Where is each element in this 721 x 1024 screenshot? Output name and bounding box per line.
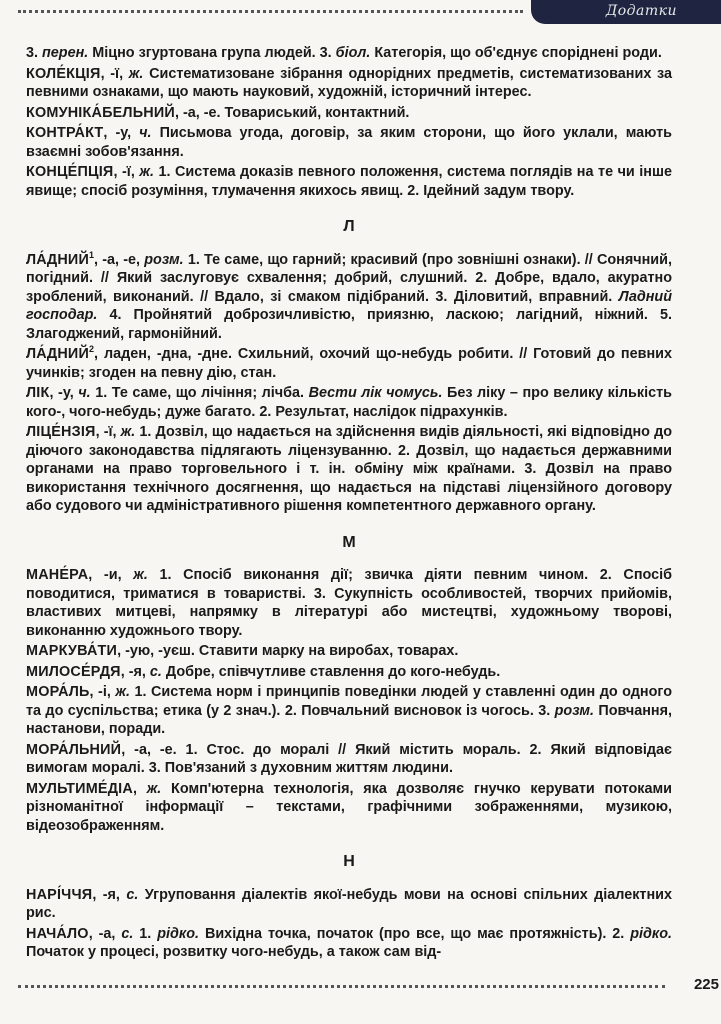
headword: МУЛЬТИМЕ́ДІА [26, 780, 133, 797]
definition-text: , -и, [88, 567, 134, 583]
dictionary-content [26, 44, 672, 964]
letter-heading: М [342, 533, 356, 551]
definition-text: , -ую, -уєш. Ставити марку на виробах, товарах. [117, 643, 459, 659]
dictionary-entry [26, 642, 672, 661]
definition-text: , -я, [120, 663, 150, 680]
definition-text: Систематизоване зібрання однорідних предметів, систематизованих за певними ознаками, що мають науковий, художній, історичний інтерес. [26, 65, 672, 100]
grammar-label: ж. [128, 65, 144, 82]
grammar-label: Вести лік чомусь. [308, 385, 443, 401]
dictionary-entry [26, 44, 672, 63]
definition-text: Повчання, настанови, поради. [26, 702, 672, 737]
headword: КОНТРА́КТ [26, 125, 104, 141]
headword: МАРКУВА́ТИ [26, 643, 118, 659]
dictionary-entry [26, 251, 672, 344]
definition-text: Початок у процесі, розвитку чого-небудь, а також сам від- [26, 944, 442, 960]
definition-text: , -а, -е. Товариський, контактний. [174, 104, 410, 121]
definition-text: 1. Система доказів певного положення, система поглядів на те чи інше явище; спосіб розуміння, тлумачення якихось явищ. 2. Ідейний задум твору. [26, 164, 672, 199]
letter-heading: Л [343, 218, 355, 235]
definition-text: Комп'ютерна технологія, яка дозволяє гнучко керувати потоками різноманітної інформації – текстами, графічними зображеннями, музикою, відеозображенням. [26, 780, 672, 834]
definition-text: , -я, [92, 886, 127, 903]
headword: ЛА́ДНИЙ [26, 346, 90, 362]
headword: МИЛОСЕ́РДЯ [26, 663, 121, 680]
definition-text: , -і, [89, 684, 116, 700]
headword: КОНЦЕ́ПЦІЯ [26, 164, 114, 180]
grammar-label: розм. [144, 251, 184, 268]
definition-text: Угруповання діалектів якої-небудь мови на основі спільних діалектних рис. [26, 886, 673, 921]
definition-text: , -у, [103, 125, 140, 141]
headword: НАЧА́ЛО [26, 925, 89, 942]
grammar-label: біол. [335, 45, 371, 61]
grammar-label: розм. [554, 702, 595, 719]
headword: ЛІЦЕ́НЗІЯ [26, 424, 96, 440]
definition-text: 4. Пройнятий доброзичливістю, приязню, ласкою; лагідний, ніжний. 5. Злагоджений, гармонійний. [26, 307, 672, 342]
grammar-label: ж. [133, 567, 148, 583]
definition-text: 1. Те саме, що [90, 385, 202, 401]
definition-text: Категорія, що об'єднує споріднені роди. [370, 45, 662, 61]
grammar-label: Ладний господар. [26, 288, 672, 323]
definition-text: , -ї, [100, 65, 129, 82]
dictionary-entry [26, 65, 672, 102]
definition-text: – про велику кількість кого-, чого-небудь; дуже багато. 2. Результат, наслідок підрахунків. [26, 385, 672, 420]
grammar-label: ч. [78, 385, 91, 401]
definition-text: Вихідна точка, початок (про все, що має протяжність). 2. [199, 925, 631, 942]
grammar-label: перен. [42, 45, 89, 61]
definition-text: лічіння [201, 385, 253, 401]
dictionary-entry [26, 104, 672, 123]
definition-text: гарний [292, 251, 342, 268]
dictionary-entry [26, 780, 672, 836]
section-tab [531, 0, 721, 24]
headword: КОЛЕ́КЦІЯ [26, 65, 101, 82]
section-title: Додатки [605, 3, 677, 19]
headword: ЛА́ДНИЙ [26, 251, 90, 268]
headword: МОРА́ЛЬ [26, 684, 90, 700]
definition-text: Письмова угода, договір, за яким сторони, що його уклали, мають взаємні зобов'язання. [26, 125, 672, 160]
bottom-dotted-rule [18, 985, 665, 988]
definition-text: 1. [133, 925, 158, 942]
definition-text: 1. Те саме, що [183, 251, 293, 268]
grammar-label: ж. [120, 424, 136, 440]
dictionary-entry [26, 423, 672, 516]
headword: МОРА́ЛЬНИЙ [26, 741, 122, 758]
dictionary-entry [26, 886, 672, 923]
definition-text: , -у, [49, 385, 79, 401]
definition-text: Міцно згуртована група людей. 3. [88, 45, 336, 61]
dictionary-entry [26, 345, 672, 382]
page-number: 225 [693, 976, 719, 993]
dictionary-entry [26, 663, 672, 682]
letter-heading: Н [343, 853, 355, 870]
definition-text: 1. Спосіб виконання дії; звичка діяти певним чином. 2. Спосіб поводитися, триматися в товаристві. 3. Сукупність особливостей, творчих прийомів, властивих митцеві, напрямку в літературі або мистецтві, художньому творові, виконанню художнього твору. [26, 567, 672, 639]
definition-text: 1. Дозвіл, що надається на здійснення видів діяльності, які відповідно до діючого законодавства підлягають ліцензуванню. 2. Дозвіл, що надається державними органами на право торговельного і т. ін. обміну між країнами. 3. Дозвіл на право використання технічного досягнення, що надається на підставі ліцензійного договору або судового чи адміністративного рішення компетентного державного органу. [26, 424, 672, 514]
definition-text: ; лічба. [252, 385, 309, 401]
dictionary-entry [26, 683, 672, 739]
headword: НАРІ́ЧЧЯ [26, 886, 93, 903]
grammar-label: рідко. [630, 925, 672, 942]
dictionary-entry [26, 163, 672, 200]
grammar-label: ж. [115, 684, 130, 700]
definition-text: Без ліку [447, 385, 506, 401]
dictionary-entry [26, 741, 672, 778]
grammar-label: ж. [139, 164, 154, 180]
headword: ЛІК [26, 385, 50, 401]
definition-text: , -ї, [113, 164, 140, 180]
grammar-label: ч. [139, 125, 152, 141]
dictionary-entry [26, 384, 672, 421]
homonym-index: 2 [89, 344, 95, 355]
definition-text: ; красивий (про зовнішні ознаки). // Сонячний, погідний. // Який заслуговує схвалення; добрий, слушний. 2. Добре, вдало, акуратно зроблений, виконаний. // Вдало, зі смаком підібраний. 3. Діловитий, вправний. [26, 251, 672, 305]
dictionary-entry [26, 925, 672, 962]
grammar-label: с. [149, 663, 162, 680]
definition-text: , -ї, [95, 424, 121, 440]
definition-text: Добре, співчутливе ставлення до кого-небудь. [161, 663, 501, 680]
top-dotted-rule [18, 10, 523, 13]
definition-text: , -а, -е. 1. Стос. до моралі // Який містить мораль. 2. Який відповідає вимогам моралі. 3. Пов'язаний з духовним життям людини. [26, 741, 672, 776]
headword: МАНЕ́РА [26, 567, 89, 583]
headword: КОМУНІКА́БЕЛЬНИЙ [26, 104, 175, 121]
dictionary-entry [26, 566, 672, 640]
dictionary-entry [26, 124, 672, 161]
grammar-label: ж. [146, 780, 162, 797]
grammar-label: рідко. [157, 925, 200, 942]
definition-text: , -а, -е, [94, 251, 145, 268]
grammar-label: с. [121, 925, 134, 942]
definition-text: , [132, 780, 147, 797]
definition-text: 1. Система норм і принципів поведінки людей у ставленні один до одного та до суспільства; етика (у 2 знач.). 2. Повчальний висновок із чогось. 3. [26, 684, 672, 719]
definition-text: 3. [26, 45, 42, 61]
homonym-index: 1 [89, 249, 95, 260]
definition-text: , ладен, -дна, -дне. Схильний, охочий що-небудь робити. // Готовий до певних учинків; згоден на певну дію, стан. [26, 346, 672, 381]
definition-text: , -а, [88, 925, 122, 942]
grammar-label: с. [126, 886, 139, 903]
